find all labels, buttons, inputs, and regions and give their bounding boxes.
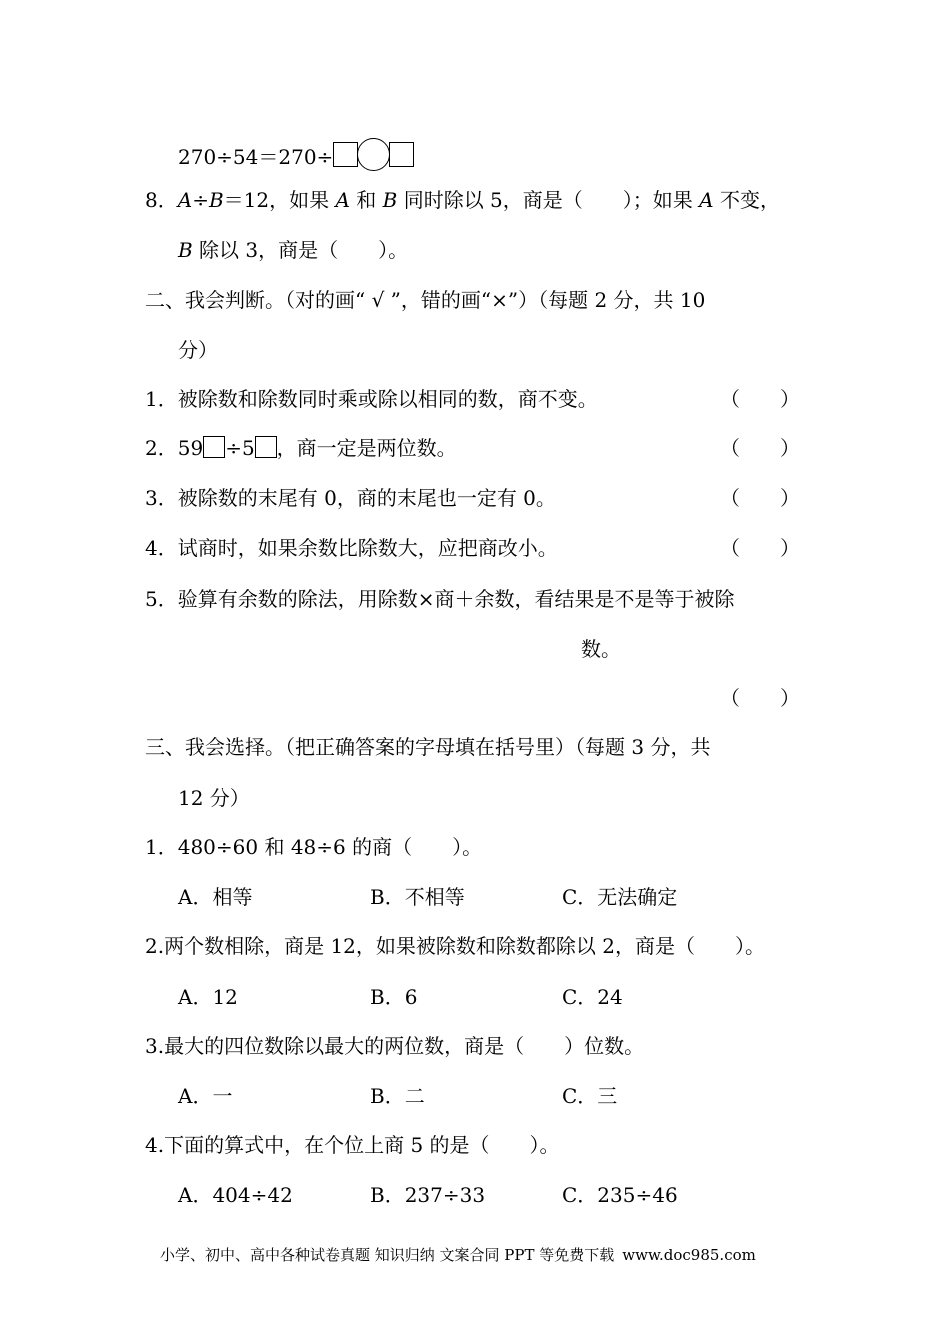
answer-paren[interactable]: （ ） [720, 436, 800, 460]
q7-equation-text: 270÷54＝270÷ [178, 145, 334, 169]
digit-box[interactable] [255, 436, 277, 458]
q8-text: 同时除以 5，商是（ ）；如果 [397, 188, 700, 212]
q8-line2 [178, 236, 408, 264]
choice-question-1: 1．480÷60 和 48÷6 的商（ ）。 [145, 835, 483, 859]
operator-circle[interactable] [357, 138, 390, 171]
section3-title-cont: 12 分） [178, 786, 250, 810]
answer-box[interactable] [333, 142, 358, 167]
q8-text: 除以 3，商是（ ）。 [192, 238, 409, 262]
option-b[interactable]: B．不相等 [370, 885, 465, 909]
judge-item-1 [145, 385, 598, 413]
option-b[interactable]: B．237÷33 [370, 1183, 486, 1207]
judge-text: ÷5 [225, 436, 255, 460]
var-a: A [177, 188, 193, 212]
option-a[interactable]: A．404÷42 [178, 1183, 293, 1207]
judge-text: 试商时，如果余数比除数大，应把商改小。 [177, 536, 558, 560]
judge-text: 被除数和除数同时乘或除以相同的数，商不变。 [177, 387, 598, 411]
choice-question-2: 2.两个数相除，商是 12，如果被除数和除数都除以 2，商是（ ）。 [145, 934, 765, 958]
judge-item-4 [145, 534, 558, 562]
option-c[interactable]: C．235÷46 [562, 1183, 678, 1207]
option-b[interactable]: B．二 [370, 1084, 425, 1108]
question-number: 8． [145, 188, 178, 212]
q8-text: ＝12，如果 [223, 188, 336, 212]
question-number: 3． [145, 486, 178, 510]
answer-box[interactable] [389, 142, 414, 167]
var-a: A [699, 188, 714, 212]
judge-text: ，商一定是两位数。 [276, 436, 457, 460]
var-b: B [382, 188, 398, 212]
div-sign: ÷ [192, 188, 209, 212]
option-c[interactable]: C．24 [562, 985, 623, 1009]
option-c[interactable]: C．无法确定 [562, 885, 678, 909]
question-number: 5． [145, 587, 178, 611]
choice-question-3: 3.最大的四位数除以最大的两位数，商是（ ）位数。 [145, 1034, 645, 1058]
question-number: 2． [145, 436, 178, 460]
question-number: 1． [145, 387, 178, 411]
var-b: B [178, 238, 193, 262]
option-a[interactable]: A．一 [178, 1084, 233, 1108]
judge-item-5 [145, 585, 735, 613]
judge-item-2 [145, 434, 457, 462]
section3-title: 三、我会选择。（把正确答案的字母填在括号里）（每题 3 分，共 [145, 735, 711, 759]
option-a[interactable]: A．相等 [178, 885, 253, 909]
digit-box[interactable] [203, 436, 225, 458]
section2-title-cont: 分） [178, 338, 218, 362]
answer-paren[interactable]: （ ） [720, 486, 800, 510]
var-a: A [335, 188, 350, 212]
q8-line1 [145, 186, 780, 214]
answer-paren[interactable]: （ ） [720, 536, 800, 560]
q8-text: 和 [349, 188, 383, 212]
page-footer [160, 1244, 764, 1266]
judge-item-5-cont: 数。 [581, 637, 621, 661]
q8-text: 不变， [713, 188, 780, 212]
footer-text: 小学、初中、高中各种试卷真题 知识归纳 文案合同 PPT 等免费下载 [160, 1246, 615, 1264]
section2-title: 二、我会判断。（对的画“ √ ”，错的画“×”）（每题 2 分，共 10 [145, 288, 706, 312]
var-b: B [208, 188, 224, 212]
option-b[interactable]: B．6 [370, 985, 418, 1009]
question-number: 4． [145, 536, 178, 560]
option-a[interactable]: A．12 [178, 985, 238, 1009]
choice-question-4: 4.下面的算式中，在个位上商 5 的是（ ）。 [145, 1133, 560, 1157]
answer-paren[interactable]: （ ） [720, 686, 800, 710]
judge-text: 59 [177, 436, 204, 460]
judge-item-3 [145, 484, 556, 512]
option-c[interactable]: C．三 [562, 1084, 618, 1108]
footer-url[interactable]: www.doc985.com [622, 1246, 756, 1264]
judge-text: 被除数的末尾有 0，商的末尾也一定有 0。 [177, 486, 556, 510]
q7-equation [178, 138, 414, 171]
judge-text: 验算有余数的除法，用除数×商＋余数，看结果是不是等于被除 [177, 587, 735, 611]
answer-paren[interactable]: （ ） [720, 387, 800, 411]
